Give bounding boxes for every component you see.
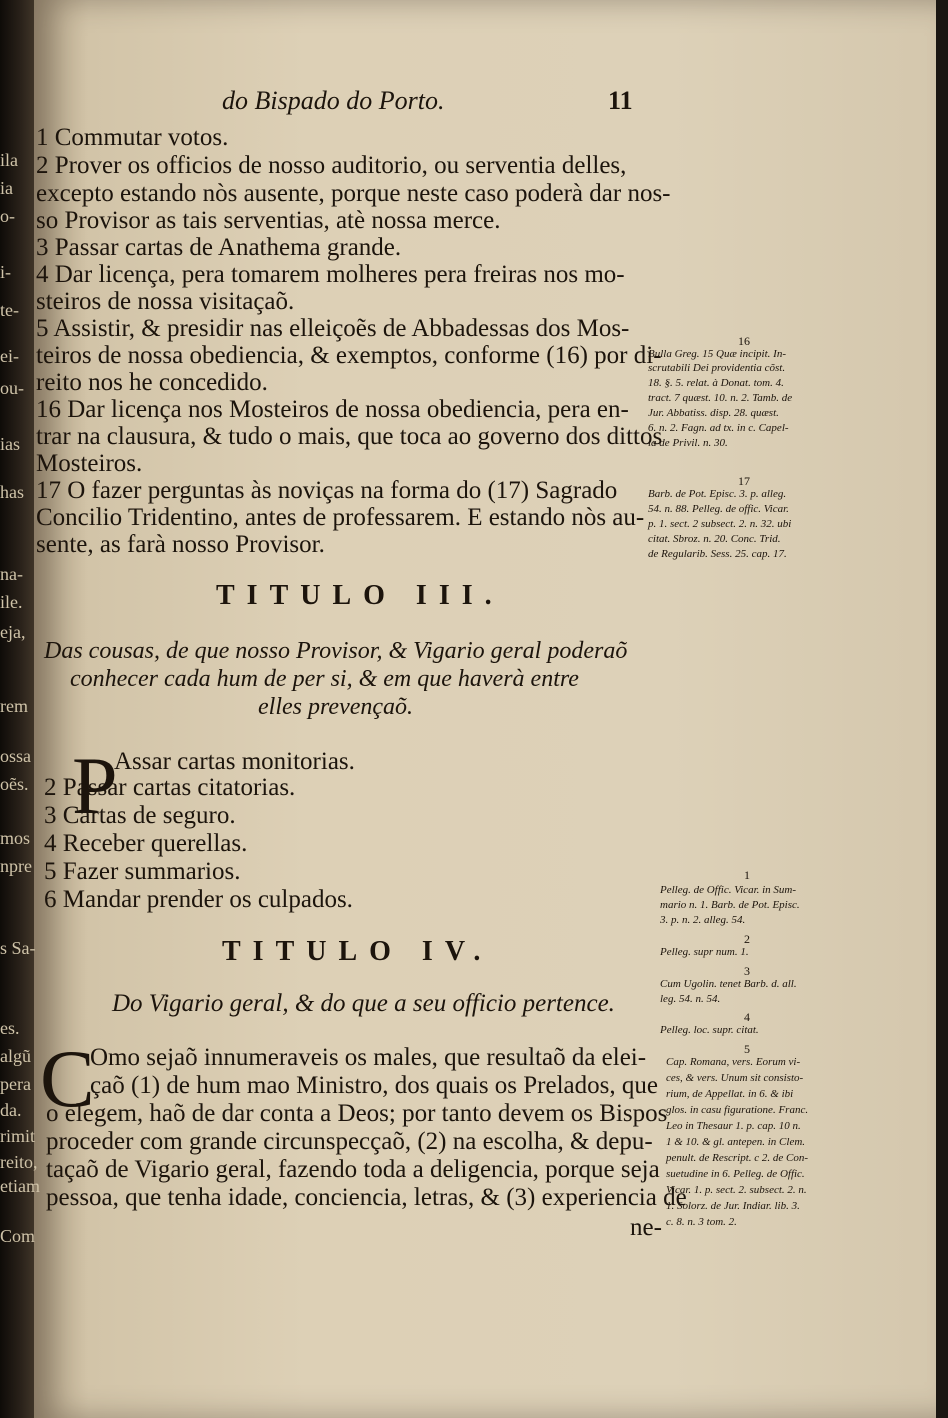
margin-note: de Regularib. Sess. 25. cap. 17. [648, 548, 787, 560]
facing-fragment: Com [0, 1226, 36, 1246]
margin-note: ces, & vers. Unum sit consisto- [666, 1072, 804, 1084]
catchword: ne- [630, 1214, 662, 1241]
text-line: Mosteiros. [36, 450, 143, 477]
text-line: reito nos he concedido. [36, 369, 268, 396]
margin-note: rium, de Appellat. in 6. & ibi [666, 1088, 794, 1100]
margin-note: 3. p. n. 2. alleg. 54. [660, 914, 746, 926]
margin-note: Pelleg. loc. supr. citat. [660, 1024, 759, 1036]
margin-note: 6. n. 2. Fagn. ad tx. in c. Capel- [648, 422, 789, 434]
note-number: 2 [744, 932, 750, 946]
facing-fragment: rem [0, 696, 28, 716]
text-line: proceder com grande circunspecçaõ, (2) na escolha, & depu- [46, 1128, 653, 1155]
margin-note: Cum Ugolin. tenet Barb. d. all. [660, 978, 797, 990]
facing-fragment: rimit [0, 1126, 35, 1146]
text-line: 2 Passar cartas citatorias. [44, 774, 296, 801]
facing-fragment: ei- [0, 346, 19, 366]
margin-note: Vicar. 1. p. sect. 2. subsect. 2. n. [666, 1184, 807, 1196]
titulo-4-heading: TITULO IV. [222, 936, 493, 967]
margin-note: Pelleg. supr num. 1. [660, 946, 749, 958]
text-line: 17 O fazer perguntas às noviças na forma do (17) Sagrado [36, 477, 618, 504]
margin-note: Pelleg. de Offic. Vicar. in Sum- [660, 884, 797, 896]
margin-note: leg. 54. n. 54. [660, 993, 721, 1005]
facing-fragment: ias [0, 434, 20, 454]
margin-note: c. 8. n. 3 tom. 2. [666, 1216, 737, 1228]
text-line: so Provisor as tais serventias, atè nossa merce. [36, 207, 501, 234]
text-line: 3 Passar cartas de Anathema grande. [36, 234, 402, 261]
margin-note: penult. de Rescript. c 2. de Con- [666, 1152, 809, 1164]
facing-fragment: reito, [0, 1152, 38, 1172]
text-line: Assar cartas monitorias. [114, 748, 355, 775]
text-line: excepto estando nòs ausente, porque neste caso poderà dar nos- [36, 180, 671, 207]
facing-fragment: mos [0, 828, 31, 848]
note-number: 5 [744, 1042, 750, 1056]
margin-note: Cap. Romana, vers. Eorum vi- [666, 1056, 801, 1068]
text-line: o elegem, haõ de dar conta a Deos; por tanto devem os Bispos [46, 1100, 668, 1127]
page-number: 11 [608, 86, 633, 115]
note-number: 3 [744, 964, 750, 978]
margin-note: Bulla Greg. 15 Quæ incipit. In- [648, 348, 786, 360]
margin-note: citat. Sbroz. n. 20. Conc. Trid. [648, 533, 781, 545]
titulo-3-subtitle: conhecer cada hum de per si, & em que haverà entre [70, 666, 579, 692]
margin-note: 1 & 10. & gl. antepen. in Clem. [666, 1136, 806, 1148]
text-line: 4 Receber querellas. [44, 830, 248, 857]
margin-note: Leo in Thesaur 1. p. cap. 10 n. [666, 1120, 801, 1132]
facing-fragment: has [0, 482, 24, 502]
drop-cap: P [72, 740, 118, 831]
facing-fragment: algũ [0, 1046, 31, 1066]
margin-note: p. 1. sect. 2 subsect. 2. n. 32. ubi [648, 518, 792, 530]
margin-note: tract. 7 quæst. 10. n. 2. Tamb. de [648, 392, 793, 404]
text-line: çaõ (1) de hum mao Ministro, dos quais os Prelados, que [90, 1072, 658, 1099]
text-line: 16 Dar licença nos Mosteiros de nossa obediencia, pera en- [36, 396, 629, 423]
page-edge [936, 0, 942, 1418]
facing-fragment: i- [0, 262, 11, 282]
margin-note: mario n. 1. Barb. de Pot. Episc. [660, 899, 800, 911]
text-line: Omo sejaõ innumeraveis os males, que resultaõ da elei- [90, 1044, 647, 1071]
facing-fragment: ossa [0, 746, 31, 766]
facing-fragment: ou- [0, 378, 24, 398]
text-line: 6 Mandar prender os culpados. [44, 886, 353, 913]
titulo-3-subtitle: Das cousas, de que nosso Provisor, & Vigario geral poderaõ [44, 638, 628, 664]
text-line: 2 Prover os officios de nosso auditorio, ou serventia delles, [36, 152, 627, 179]
margin-note: 18. §. 5. relat. à Donat. tom. 4. [648, 377, 784, 389]
text-line: steiros de nossa visitaçaõ. [36, 288, 295, 315]
margin-note: suetudine in 6. Pelleg. de Offic. [666, 1168, 805, 1180]
margin-note: Barb. de Pot. Episc. 3. p. alleg. [648, 488, 787, 500]
text-line: pessoa, que tenha idade, conciencia, letras, & (3) experiencia de [46, 1184, 687, 1211]
text-line: 5 Assistir, & presidir nas elleiçoẽs de Abbadessas dos Mos- [36, 315, 630, 342]
titulo-3-heading: TITULO III. [216, 580, 504, 611]
facing-fragment: na- [0, 564, 23, 584]
note-number: 16 [738, 334, 750, 348]
text-line: taçaõ de Vigario geral, fazendo toda a deligencia, porque seja [46, 1156, 660, 1183]
facing-fragment: es. [0, 1018, 20, 1038]
text-line: sente, as farà nosso Provisor. [36, 531, 325, 558]
text-line: Concilio Tridentino, antes de professarem. E estando nòs au- [36, 504, 645, 531]
text-line: trar na clausura, & tudo o mais, que toca ao governo dos dittos [36, 423, 663, 450]
titulo-4-subtitle: Do Vigario geral, & do que a seu officio pertence. [112, 990, 615, 1017]
note-number: 4 [744, 1010, 750, 1024]
margin-note: glos. in casu figuratione. Franc. [666, 1104, 809, 1116]
drop-cap: C [40, 1033, 95, 1124]
facing-fragment: te- [0, 300, 19, 320]
margin-note: Jur. Abbatiss. disp. 28. quæst. [648, 407, 779, 419]
facing-fragment: ila [0, 150, 18, 170]
margin-note: scrutabili Dei providentia cõst. [648, 362, 786, 374]
titulo-3-subtitle: elles prevençaõ. [258, 694, 414, 720]
facing-fragment: oẽs. [0, 774, 29, 794]
note-number: 17 [738, 474, 750, 488]
facing-fragment: npre [0, 856, 32, 876]
facing-fragment: ia [0, 178, 13, 198]
text-line: teiros de nossa obediencia, & exemptos, conforme (16) por di- [36, 342, 662, 369]
facing-fragment: ile. [0, 592, 23, 612]
text-line: 4 Dar licença, pera tomarem molheres pera freiras nos mo- [36, 261, 625, 288]
text-line: 5 Fazer summarios. [44, 858, 241, 885]
facing-fragment: pera [0, 1074, 31, 1094]
running-title: do Bispado do Porto. [222, 86, 445, 115]
facing-fragment: o- [0, 206, 15, 226]
margin-note: 1. Solorz. de Jur. Indiar. lib. 3. [666, 1200, 800, 1212]
margin-note: la de Privil. n. 30. [648, 437, 728, 449]
facing-fragment: s Sa- [0, 938, 36, 958]
note-number: 1 [744, 868, 750, 882]
facing-fragment: etiam [0, 1176, 40, 1196]
margin-note: 54. n. 88. Pelleg. de offic. Vicar. [648, 503, 789, 515]
text-line: 1 Commutar votos. [36, 124, 229, 151]
text-line: 3 Cartas de seguro. [44, 802, 236, 829]
facing-fragment: da. [0, 1100, 22, 1120]
facing-fragment: eja, [0, 622, 26, 642]
